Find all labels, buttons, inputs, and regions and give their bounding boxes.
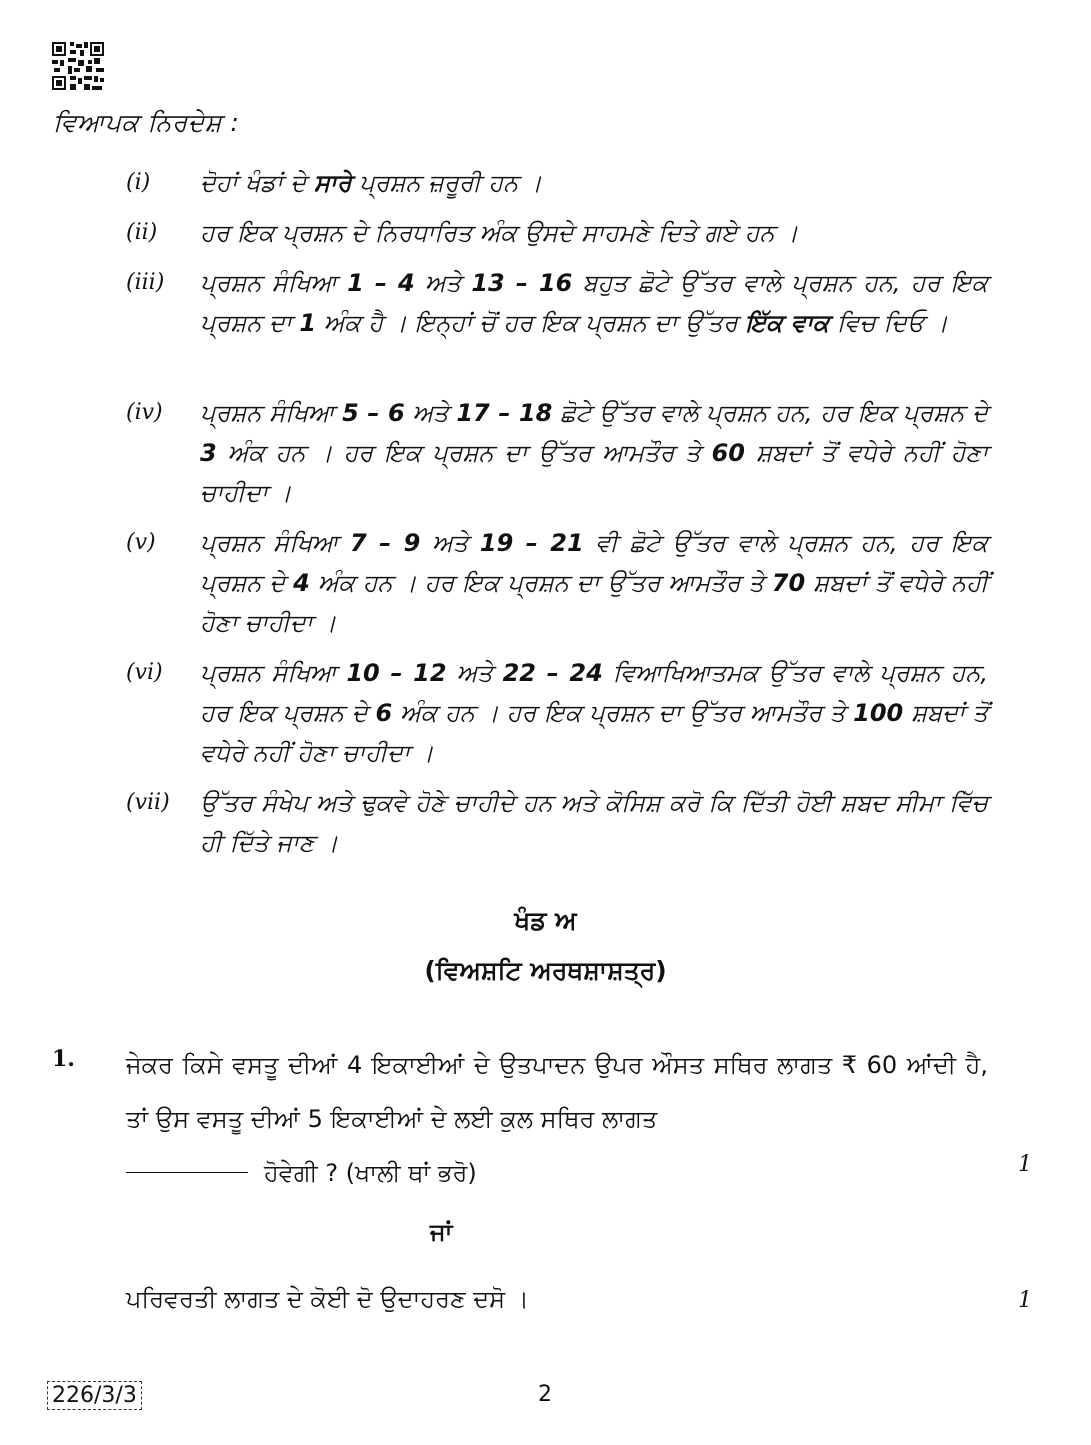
instruction-emphasis: ਇੱਕ ਵਾਕ: [745, 309, 830, 337]
instruction-emphasis: 4: [293, 569, 310, 597]
question-marks: 1: [1018, 1152, 1032, 1177]
instruction-fragment: ਛੋਟੇ ਉੱਤਰ ਵਾਲੇ ਪ੍ਰਸ਼ਨ ਹਨ, ਹਰ ਇਕ ਪ੍ਰਸ਼ਨ ਦੇ: [552, 399, 988, 427]
instruction-text: [200, 653, 988, 773]
instruction-item: [126, 523, 988, 643]
instruction-fragment: ਅਤੇ: [414, 269, 472, 297]
instruction-fragment: ਵਿਆਖਿਆਤਮਕ ਉੱਤਰ ਵਾਲੇ ਪ੍ਰਸ਼ਨ ਹਨ, ਹਰ ਇਕ ਪ੍ਰਸ਼ਨ ਦੇ: [200, 659, 989, 727]
instruction-fragment: ਪ੍ਰਸ਼ਨ ਸੰਖਿਆ: [200, 659, 347, 687]
instruction-emphasis: 100: [853, 699, 904, 727]
instruction-fragment: ਪ੍ਰਸ਼ਨ ਜ਼ਰੂਰੀ ਹਨ ।: [351, 169, 542, 197]
question-text: [126, 1038, 988, 1200]
instruction-fragment: ਅਤੇ: [420, 529, 480, 557]
instruction-emphasis: 13 – 16: [471, 269, 573, 297]
instruction-item: [126, 393, 988, 513]
instruction-text: [200, 393, 988, 513]
instruction-item: [126, 653, 988, 773]
instruction-emphasis: ਸਾਰੇ: [313, 169, 352, 197]
instruction-number: (vii): [126, 790, 170, 815]
answer-blank: [126, 1172, 248, 1173]
section-title: ਖੰਡ ਅ: [514, 906, 577, 935]
instruction-emphasis: 1: [299, 309, 317, 337]
instruction-fragment: ਅੰਕ ਹਨ । ਹਰ ਇਕ ਪ੍ਰਸ਼ਨ ਦਾ ਉੱਤਰ ਆਮਤੌਰ ਤੇ: [309, 569, 772, 597]
alternate-question-text: ਪਰਿਵਰਤੀ ਲਾਗਤ ਦੇ ਕੋਈ ਦੋ ਉਦਾਹਰਣ ਦਸੋ ।: [126, 1285, 529, 1313]
instruction-fragment: ਅਤੇ: [446, 659, 503, 687]
instruction-emphasis: 19 – 21: [479, 529, 584, 557]
question-body: ਜੇਕਰ ਕਿਸੇ ਵਸਤੂ ਦੀਆਂ 4 ਇਕਾਈਆਂ ਦੇ ਉਤਪਾਦਨ ਉਪਰ ਔਸਤ ਸਥਿਰ ਲਾਗਤ ₹ 60 ਆਂਦੀ ਹੈ, ਤਾਂ ਉਸ ਵਸਤੂ ਦੀਆਂ 5 ਇਕਾਈਆਂ ਦੇ ਲਈ ਕੁਲ ਸਥਿਰ ਲਾਗਤ: [126, 1051, 988, 1133]
instruction-number: (v): [126, 530, 156, 555]
instruction-text: [200, 263, 988, 343]
alternate-question-marks: 1: [1018, 1288, 1032, 1313]
instruction-fragment: ਵੀ ਛੋਟੇ ਉੱਤਰ ਵਾਲੇ ਪ੍ਰਸ਼ਨ ਹਨ, ਹਰ ਇਕ ਪ੍ਰਸ਼ਨ ਦੇ: [200, 529, 988, 597]
instruction-fragment: ਸ਼ਬਦਾਂ ਤੋਂ ਵਧੇਰੇ ਨਹੀਂ ਹੋਣਾ ਚਾਹੀਦਾ ।: [200, 439, 989, 507]
instruction-emphasis: 6: [375, 699, 393, 727]
question-number: 1.: [52, 1046, 75, 1072]
page-number: 2: [538, 1382, 552, 1407]
instruction-emphasis: 22 – 24: [502, 659, 603, 687]
instruction-fragment: ਦੋਹਾਂ ਖੰਡਾਂ ਦੇ: [200, 169, 314, 197]
instruction-number: (i): [126, 170, 151, 195]
instruction-fragment: ਵਿਚ ਦਿਓ ।: [829, 309, 949, 337]
instruction-emphasis: 7 – 9: [349, 529, 421, 557]
instruction-item: [126, 783, 988, 863]
instruction-fragment: ਹਰ ਇਕ ਪ੍ਰਸ਼ਨ ਦੇ ਨਿਰਧਾਰਿਤ ਅੰਕ ਉਸਦੇ ਸਾਹਮਣੇ ਦਿਤੇ ਗਏ ਹਨ ।: [200, 219, 799, 247]
instruction-number: (iii): [126, 270, 165, 295]
or-label: ਜਾਂ: [430, 1218, 453, 1246]
instruction-emphasis: 1 – 4: [347, 269, 415, 297]
instruction-emphasis: 70: [771, 569, 806, 597]
instruction-item: [126, 263, 988, 343]
paper-code: 226/3/3: [47, 1381, 142, 1410]
instruction-number: (ii): [126, 220, 158, 245]
instruction-fragment: ਸ਼ਬਦਾਂ ਤੋਂ ਵਧੇਰੇ ਨਹੀਂ ਹੋਣਾ ਚਾਹੀਦਾ ।: [200, 699, 988, 767]
instruction-item: [126, 163, 988, 203]
instruction-fragment: ਪ੍ਰਸ਼ਨ ਸੰਖਿਆ: [200, 529, 350, 557]
instruction-text: [200, 783, 988, 863]
instruction-fragment: ਅੰਕ ਹਨ । ਹਰ ਇਕ ਪ੍ਰਸ਼ਨ ਦਾ ਉੱਤਰ ਆਮਤੌਰ ਤੇ: [216, 439, 712, 467]
instruction-fragment: ਅਤੇ: [404, 399, 457, 427]
instruction-emphasis: 17 – 18: [456, 399, 553, 427]
instruction-fragment: ਉੱਤਰ ਸੰਖੇਪ ਅਤੇ ਢੁਕਵੇ ਹੋਣੇ ਚਾਹੀਦੇ ਹਨ ਅਤੇ ਕੋਸਿਸ਼ ਕਰੋ ਕਿ ਦਿੱਤੀ ਹੋਈ ਸ਼ਬਦ ਸੀਮਾ ਵਿੱਚ ਹੀ ਦਿੱਤੇ ਜਾਣ ।: [200, 789, 988, 857]
general-instructions-heading: ਵਿਆਪਕ ਨਿਰਦੇਸ਼ :: [53, 108, 240, 137]
instruction-text: [200, 163, 988, 203]
instruction-emphasis: 10 – 12: [346, 659, 447, 687]
instruction-fragment: ਪ੍ਰਸ਼ਨ ਸੰਖਿਆ: [200, 399, 343, 427]
section-subtitle: (ਵਿਅਸ਼ਟਿ ਅਰਥਸ਼ਾਸ਼ਤ੍ਰ): [424, 956, 667, 985]
instruction-emphasis: 3: [200, 439, 217, 467]
question-tail: ਹੋਵੇਗੀ ? (ਖਾਲੀ ਥਾਂ ਭਰੋ): [264, 1159, 477, 1187]
qr-code-icon: [52, 42, 104, 90]
instruction-fragment: ਸ਼ਬਦਾਂ ਤੋਂ ਵਧੇਰੇ ਨਹੀਂ ਹੋਣਾ ਚਾਹੀਦਾ ।: [200, 569, 989, 637]
instruction-item: [126, 213, 988, 253]
instruction-number: (vi): [126, 660, 163, 685]
instruction-emphasis: 5 – 6: [342, 399, 405, 427]
instruction-text: [200, 213, 988, 253]
instruction-fragment: ਬਹੁਤ ਛੋਟੇ ਉੱਤਰ ਵਾਲੇ ਪ੍ਰਸ਼ਨ ਹਨ, ਹਰ ਇਕ ਪ੍ਰਸ਼ਨ ਦਾ: [200, 269, 988, 337]
instruction-fragment: ਅੰਕ ਹੈ । ਇਨ੍ਹਾਂ ਚੋਂ ਹਰ ਇਕ ਪ੍ਰਸ਼ਨ ਦਾ ਉੱਤਰ: [316, 309, 746, 337]
instruction-fragment: ਪ੍ਰਸ਼ਨ ਸੰਖਿਆ: [200, 269, 348, 297]
instruction-text: [200, 523, 988, 643]
instruction-fragment: ਅੰਕ ਹਨ । ਹਰ ਇਕ ਪ੍ਰਸ਼ਨ ਦਾ ਉੱਤਰ ਆਮਤੌਰ ਤੇ: [392, 699, 854, 727]
instruction-emphasis: 60: [711, 439, 746, 467]
instruction-number: (iv): [126, 400, 163, 425]
